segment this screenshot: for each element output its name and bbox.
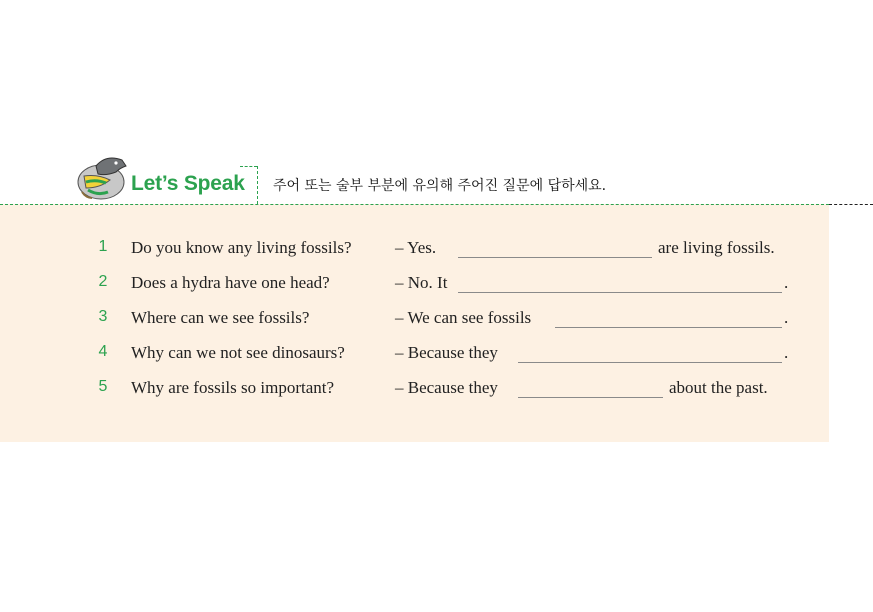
item-number: 2	[98, 273, 108, 290]
item-number: 3	[98, 308, 108, 325]
item-number: 4	[98, 343, 108, 360]
item-number: 5	[98, 378, 108, 395]
question-text: Does a hydra have one head?	[131, 273, 330, 292]
item-number: 1	[98, 238, 108, 255]
exercise-row	[0, 271, 829, 301]
tab-border-right	[257, 166, 258, 204]
question-text: Why are fossils so important?	[131, 378, 335, 397]
answer-prefix: – We can see fossils	[395, 308, 532, 327]
question-text: Where can we see fossils?	[131, 308, 310, 327]
answer-suffix: about the past.	[669, 378, 768, 397]
answer-prefix: – No. It	[395, 273, 448, 292]
exercise-row	[0, 341, 829, 371]
answer-prefix: – Yes.	[395, 238, 437, 257]
answer-blank[interactable]	[518, 362, 782, 363]
question-text: Why can we not see dinosaurs?	[131, 343, 345, 362]
answer-prefix: – Because they	[395, 343, 498, 362]
answer-suffix: .	[784, 273, 789, 292]
answer-blank[interactable]	[518, 397, 663, 398]
question-text: Do you know any living fossils?	[131, 238, 352, 257]
exercise-row	[0, 236, 829, 266]
instruction-text: 주어 또는 술부 부분에 유의해 주어진 질문에 답하세요.	[273, 178, 607, 194]
exercise-row	[0, 306, 829, 336]
answer-blank[interactable]	[458, 292, 782, 293]
answer-suffix: .	[784, 308, 789, 327]
tab-border-top	[240, 166, 257, 167]
section-title: Let’s Speak	[131, 172, 245, 195]
answer-prefix: – Because they	[395, 378, 498, 397]
divider-line	[829, 204, 873, 205]
answer-suffix: .	[784, 343, 789, 362]
answer-blank[interactable]	[458, 257, 652, 258]
exercise-row	[0, 376, 829, 406]
pencil-bird-icon	[76, 152, 130, 202]
answer-blank[interactable]	[555, 327, 782, 328]
answer-suffix: are living fossils.	[658, 238, 775, 257]
